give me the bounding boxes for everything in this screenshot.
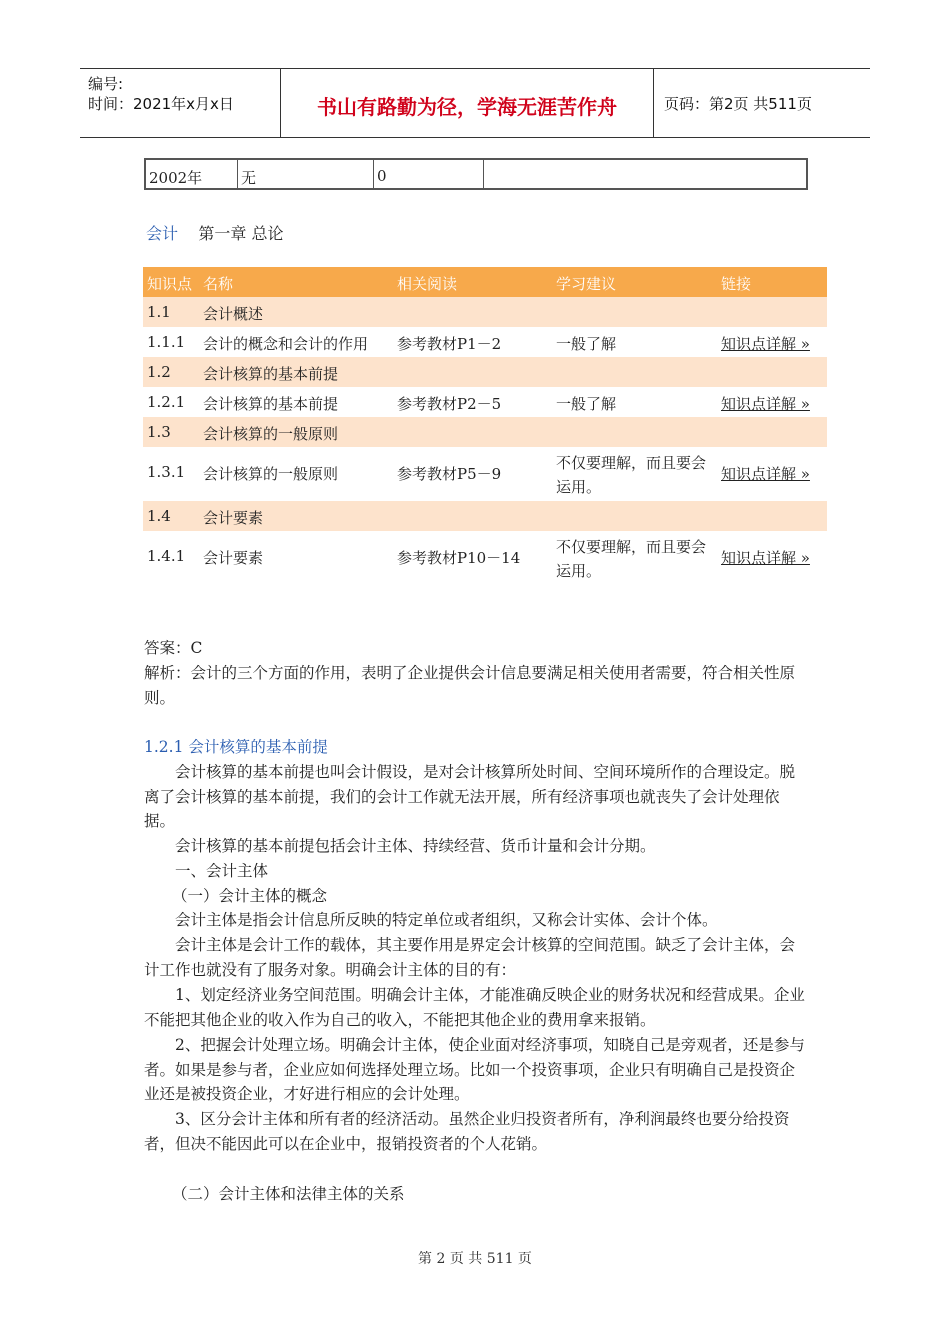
top-table-cell: 无 xyxy=(238,160,374,188)
row-id: 1.3.1 xyxy=(147,463,186,481)
code-label: 编号: xyxy=(88,75,124,93)
header-cell: 相关阅读 xyxy=(397,275,458,293)
chapter-subject: 会计 xyxy=(146,224,179,243)
row-name: 会计核算的基本前提 xyxy=(203,365,339,383)
page-label: 页码：第2页 共511页 xyxy=(664,95,812,113)
table-row xyxy=(143,357,827,387)
row-advice: 不仅要理解，而且要会运用。 xyxy=(556,538,707,580)
header-page-cell xyxy=(654,69,870,137)
body-paragraph: 会计核算的基本前提包括会计主体、持续经营、货币计量和会计分期。 xyxy=(175,837,656,855)
row-id: 1.1 xyxy=(147,303,171,321)
body-paragraph: 会计核算的基本前提也叫会计假设，是对会计核算所处时间、空间环境所作的合理设定。脱离了会计核算的基本前提，我们的会计工作就无法开展，所有经济事项也就丧失了会计处理依据。 xyxy=(144,763,796,830)
detail-link[interactable]: 知识点详解 » xyxy=(721,549,810,567)
table-row xyxy=(143,387,827,417)
table-row xyxy=(143,531,827,585)
row-id: 1.2 xyxy=(147,363,171,381)
detail-link[interactable]: 知识点详解 » xyxy=(721,395,810,413)
table-row xyxy=(143,447,827,501)
top-table-cell: 2002年 xyxy=(146,160,238,188)
row-name: 会计核算的一般原则 xyxy=(203,465,339,483)
header-cell: 学习建议 xyxy=(556,275,617,293)
analysis: 解析：会计的三个方面的作用，表明了企业提供会计信息要满足相关使用者需要，符合相关性原则。 xyxy=(144,664,796,707)
detail-link[interactable]: 知识点详解 » xyxy=(721,335,810,353)
top-table xyxy=(144,158,808,190)
row-name: 会计要素 xyxy=(203,509,264,527)
page-footer: 第 2 页 共 511 页 xyxy=(418,1251,532,1267)
detail-link[interactable]: 知识点详解 » xyxy=(721,465,810,483)
row-name: 会计核算的一般原则 xyxy=(203,425,339,443)
body-paragraph: 3、区分会计主体和所有者的经济活动。虽然企业归投资者所有，净利润最终也要分给投资者，但决不能因此可以在企业中，报销投资者的个人花销。 xyxy=(144,1110,790,1153)
row-name: 会计概述 xyxy=(203,305,264,323)
row-id: 1.4 xyxy=(147,507,171,525)
table-header-row xyxy=(143,267,827,297)
body-paragraph: （一）会计主体的概念 xyxy=(172,887,328,905)
header-cell: 链接 xyxy=(721,275,752,293)
knowledge-table xyxy=(143,267,827,585)
row-name: 会计核算的基本前提 xyxy=(203,395,339,413)
table-row xyxy=(143,297,827,327)
body-paragraph: 1、划定经济业务空间范围。明确会计主体，才能准确反映企业的财务状况和经营成果。企业不能把其他企业的收入作为自己的收入，不能把其他企业的费用拿来报销。 xyxy=(144,986,805,1029)
body-paragraph: 2、把握会计处理立场。明确会计主体，使企业面对经济事项，知晓自己是旁观者，还是参与者。如果是参与者，企业应如何选择处理立场。比如一个投资事项，企业只有明确自己是投资企业还是被投资企业，才好进行相应的会计处理。 xyxy=(144,1036,805,1103)
row-id: 1.2.1 xyxy=(147,393,186,411)
page-header xyxy=(80,68,870,138)
answer: 答案：C xyxy=(144,639,203,657)
row-reading: 参考教材P2－5 xyxy=(397,395,502,413)
row-reading: 参考教材P5－9 xyxy=(397,465,502,483)
section-title: 1.2.1 会计核算的基本前提 xyxy=(144,738,328,756)
top-table-cell: 0 xyxy=(374,160,484,188)
time-label: 时间：2021年x月x日 xyxy=(88,95,234,113)
body-paragraph: 一、会计主体 xyxy=(175,862,269,880)
body-paragraph: （二）会计主体和法律主体的关系 xyxy=(172,1185,405,1203)
body-paragraph: 会计主体是会计工作的载体，其主要作用是界定会计核算的空间范围。缺乏了会计主体，会计工作也就没有了服务对象。明确会计主体的目的有： xyxy=(144,936,796,979)
header-cell: 知识点 xyxy=(147,275,193,293)
chapter-heading xyxy=(146,221,283,244)
header-cell: 名称 xyxy=(203,275,234,293)
row-id: 1.4.1 xyxy=(147,547,186,565)
row-name: 会计的概念和会计的作用 xyxy=(203,335,369,353)
row-name: 会计要素 xyxy=(203,549,264,567)
top-table-cell xyxy=(484,160,806,188)
table-row xyxy=(143,501,827,531)
row-reading: 参考教材P1－2 xyxy=(397,335,502,353)
row-advice: 不仅要理解，而且要会运用。 xyxy=(556,454,707,496)
row-id: 1.1.1 xyxy=(147,333,186,351)
motto: 书山有路勤为径，学海无涯苦作舟 xyxy=(317,95,617,119)
row-advice: 一般了解 xyxy=(556,335,617,353)
row-reading: 参考教材P10－14 xyxy=(397,549,521,567)
row-id: 1.3 xyxy=(147,423,171,441)
body-paragraph: 会计主体是指会计信息所反映的特定单位或者组织，又称会计实体、会计个体。 xyxy=(175,911,718,929)
table-row xyxy=(143,327,827,357)
chapter-title: 第一章 总论 xyxy=(198,224,284,243)
table-row xyxy=(143,417,827,447)
header-motto-cell xyxy=(281,69,654,137)
header-meta-cell xyxy=(80,69,281,137)
row-advice: 一般了解 xyxy=(556,395,617,413)
